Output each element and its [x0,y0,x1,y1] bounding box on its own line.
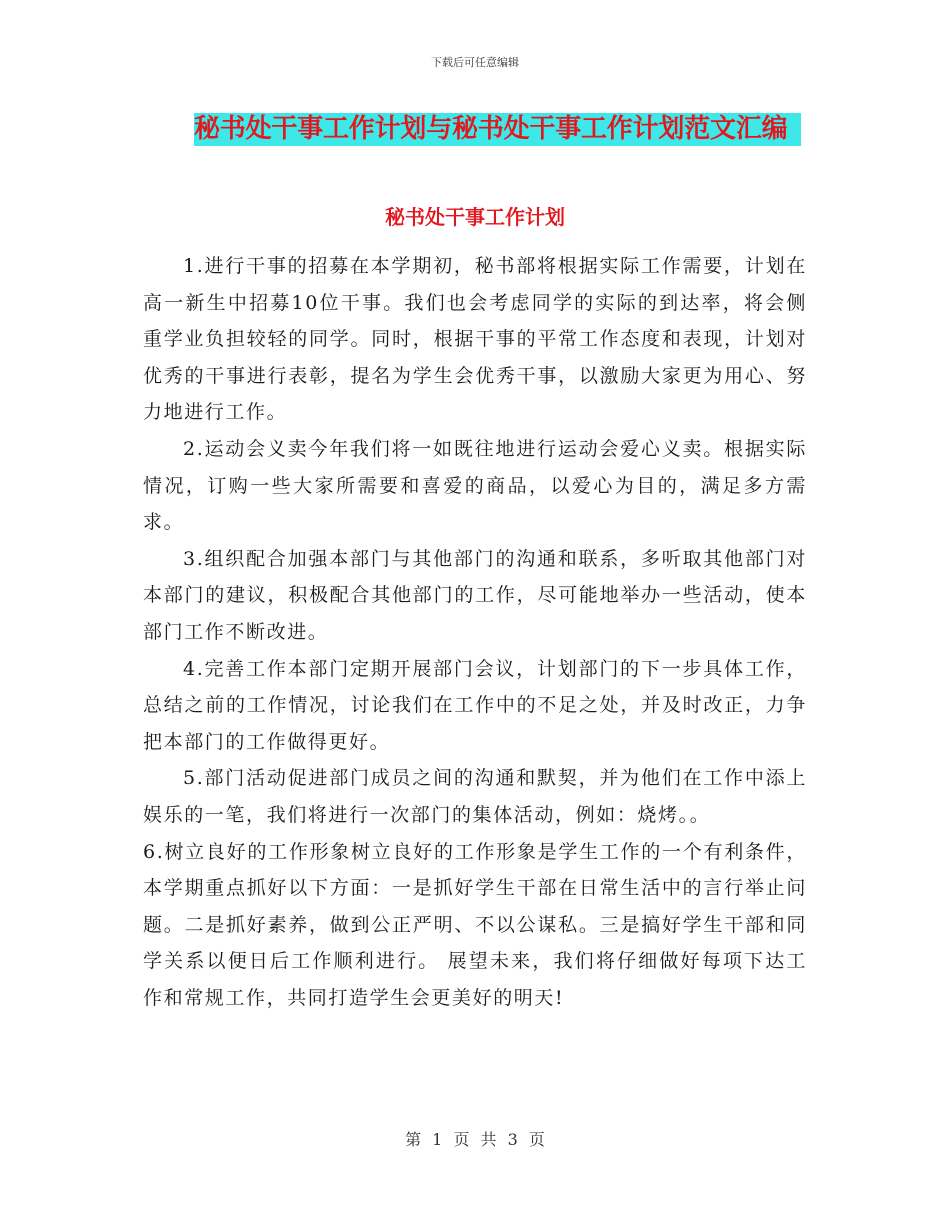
paragraph-6: 6.树立良好的工作形象树立良好的工作形象是学生工作的一个有利条件，本学期重点抓好以下方面：一是抓好学生干部在日常生活中的言行举止问题。二是抓好素养，做到公正严明、不以公谋私。三是搞好学生干部和同学关系以便日后工作顺利进行。 展望未来，我们将仔细做好每项下达工作和常规工作，共同打造学生会更美好的明天! [143,840,807,1009]
header-note: 下载后可任意编辑 [431,56,519,69]
paragraph-3: 3.组织配合加强本部门与其他部门的沟通和联系，多听取其他部门对本部门的建议，积极配合其他部门的工作，尽可能地举办一些活动，使本部门工作不断改进。 [143,547,807,643]
paragraph-4: 4.完善工作本部门定期开展部门会议，计划部门的下一步具体工作，总结之前的工作情况，讨论我们在工作中的不足之处，并及时改正，力争把本部门的工作做得更好。 [143,657,807,753]
document-body [143,248,807,1016]
document-title: 秘书处干事工作计划与秘书处干事工作计划范文汇编 [194,114,788,144]
page-footer: 第 1 页 共 3 页 [405,1130,545,1149]
paragraph-1: 1.进行干事的招募在本学期初，秘书部将根据实际工作需要，计划在高一新生中招募10位干事。我们也会考虑同学的实际的到达率，将会侧重学业负担较轻的同学。同时，根据干事的平常工作态度和表现，计划对优秀的干事进行表彰，提名为学生会优秀干事，以激励大家更为用心、努力地进行工作。 [143,255,807,424]
paragraph-2: 2.运动会义卖今年我们将一如既往地进行运动会爱心义卖。根据实际情况，订购一些大家所需要和喜爱的商品，以爱心为目的，满足多方需求。 [143,437,807,534]
paragraph-5: 5.部门活动促进部门成员之间的沟通和默契，并为他们在工作中添上娱乐的一笔，我们将进行一次部门的集体活动，例如：烧烤。。 [143,767,807,826]
document-title-highlight [194,113,801,146]
section-title: 秘书处干事工作计划 [385,205,565,229]
